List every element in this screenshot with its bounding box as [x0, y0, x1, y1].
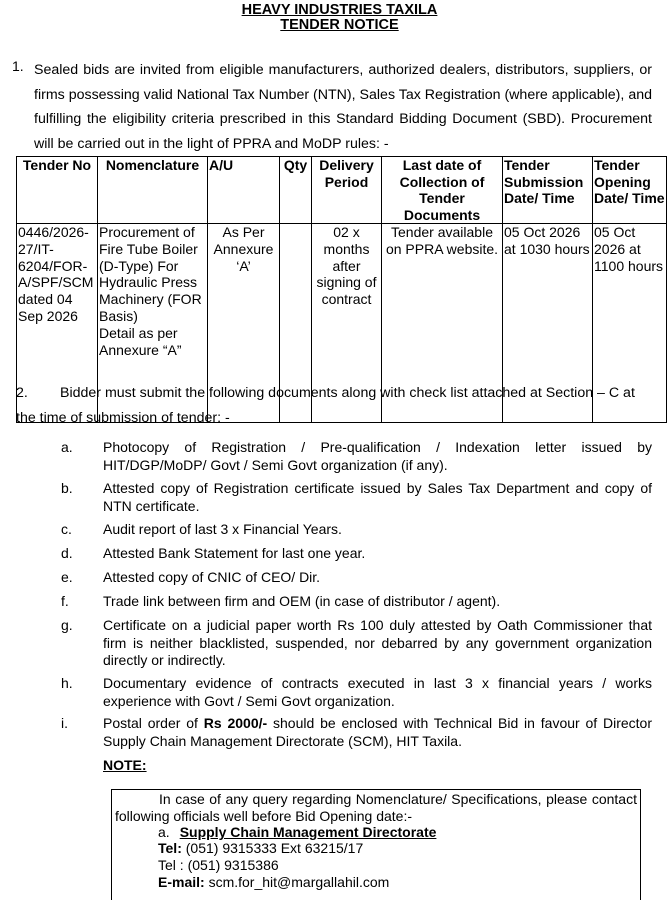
contact-sub-letter: a. — [158, 824, 170, 840]
contact-box — [111, 789, 641, 900]
table-header-row — [17, 157, 667, 224]
item-letter: i. — [61, 715, 68, 731]
header-au: A/U — [208, 157, 280, 224]
item-letter: e. — [61, 569, 73, 585]
nomenclature-text: Procurement of Fire Tube Boiler (D-Type) For Hydraulic Press Machinery (FOR Basis) — [99, 224, 202, 324]
note-label: NOTE: — [103, 757, 147, 773]
cell-tender-no: 0446/2026-27/IT-6204/FOR-A/SPF/SCM dated 04 Sep 2026 — [17, 224, 98, 423]
paragraph-1 — [12, 58, 652, 156]
header-nomenclature: Nomenclature — [98, 157, 208, 224]
item-letter: g. — [61, 617, 73, 633]
header-submission: Tender Submission Date/ Time — [503, 157, 593, 224]
item-text: Attested copy of Registration certificate issued by Sales Tax Department and copy of NTN certificate. — [103, 480, 652, 514]
directorate-title: Supply Chain Management Directorate — [179, 824, 437, 840]
tel2-value: (051) 9315386 — [187, 857, 279, 873]
paragraph-2-line-2: the time of submission of tender: - — [16, 409, 230, 426]
cell-delivery: 02 x months after signing of contract — [312, 224, 382, 423]
cell-last-date: Tender available on PPRA website. — [382, 224, 503, 423]
contact-tel-2 — [158, 857, 279, 874]
paragraph-1-text: Sealed bids are invited from eligible manufacturers, authorized dealers, distributors, suppliers, or firms possessing valid National Tax Number (NTN), Sales Tax Registration (where applicable), and fulfilling the eligibility criteria prescribed in this Standard Bidding Document (SBD). Procurement will be carried out in the light of PPRA and MoDP rules: - — [34, 62, 652, 152]
contact-tel — [158, 840, 363, 857]
item-text: Audit report of last 3 x Financial Years. — [103, 521, 342, 537]
item-letter: b. — [61, 480, 73, 496]
header-delivery-period: Delivery Period — [312, 157, 382, 224]
item-text: Certificate on a judicial paper worth Rs 100 duly attested by Oath Commissioner that firm is neither blacklisted, suspended, nor debarred by any government organization directly or indirectly. — [103, 617, 652, 668]
nomenclature-detail: Detail as per Annexure “A” — [99, 324, 182, 358]
item-text-before: Postal order of — [103, 715, 204, 731]
header-tender-no: Tender No — [17, 157, 98, 224]
item-text: Documentary evidence of contracts executed in last 3 x financial years / works experience with Govt / Semi Govt organization. — [103, 675, 652, 709]
item-letter: h. — [61, 675, 73, 691]
email-value: scm.for_hit@margallahil.com — [208, 874, 390, 890]
paragraph-1-number: 1. — [12, 58, 24, 74]
header-opening: Tender Opening Date/ Time — [593, 157, 667, 224]
tel-value: (051) 9315333 Ext 63215/17 — [185, 840, 364, 856]
email-label: E-mail: — [158, 874, 205, 890]
contact-email — [158, 874, 389, 891]
item-text: Photocopy of Registration / Pre-qualification / Indexation letter issued by HIT/DGP/MoDP/ Govt / Semi Govt organization (if any). — [103, 439, 652, 473]
item-letter: f. — [61, 593, 69, 609]
item-text: Attested Bank Statement for last one year. — [103, 545, 366, 561]
query-text: In case of any query regarding Nomenclature/ Specifications, please contact following officials well before Bid Opening date:- — [115, 791, 637, 824]
tel2-label: Tel : — [158, 857, 184, 873]
cell-opening: 05 Oct 2026 at 1100 hours — [593, 224, 667, 423]
item-letter: a. — [61, 439, 73, 455]
organization-heading: HEAVY INDUSTRIES TAXILA — [241, 2, 438, 18]
item-text: Attested copy of CNIC of CEO/ Dir. — [103, 569, 321, 585]
paragraph-2-line-1: Bidder must submit the following documents along with check list attached at Section – C at — [60, 385, 635, 401]
cell-au: As Per Annexure ‘A’ — [208, 224, 280, 423]
item-text — [103, 715, 652, 750]
item-letter: d. — [61, 545, 73, 561]
header-last-date: Last date of Collection of Tender Documents — [382, 157, 503, 224]
item-text: Trade link between firm and OEM (in case of distributor / agent). — [103, 593, 501, 609]
tel-label: Tel: — [158, 840, 182, 856]
paragraph-2 — [16, 381, 652, 430]
notice-title: TENDER NOTICE — [280, 17, 399, 33]
item-amount: Rs 2000/- — [203, 715, 268, 731]
paragraph-2-number: 2. — [16, 385, 28, 401]
item-text-after: should be enclosed with Technical Bid in favour of Director Supply Chain Management Directorate (SCM), HIT Taxila. — [103, 715, 653, 749]
contact-directorate — [158, 824, 436, 841]
header-qty: Qty — [280, 157, 312, 224]
cell-submission: 05 Oct 2026 at 1030 hours — [503, 224, 593, 423]
item-letter: c. — [61, 521, 72, 537]
